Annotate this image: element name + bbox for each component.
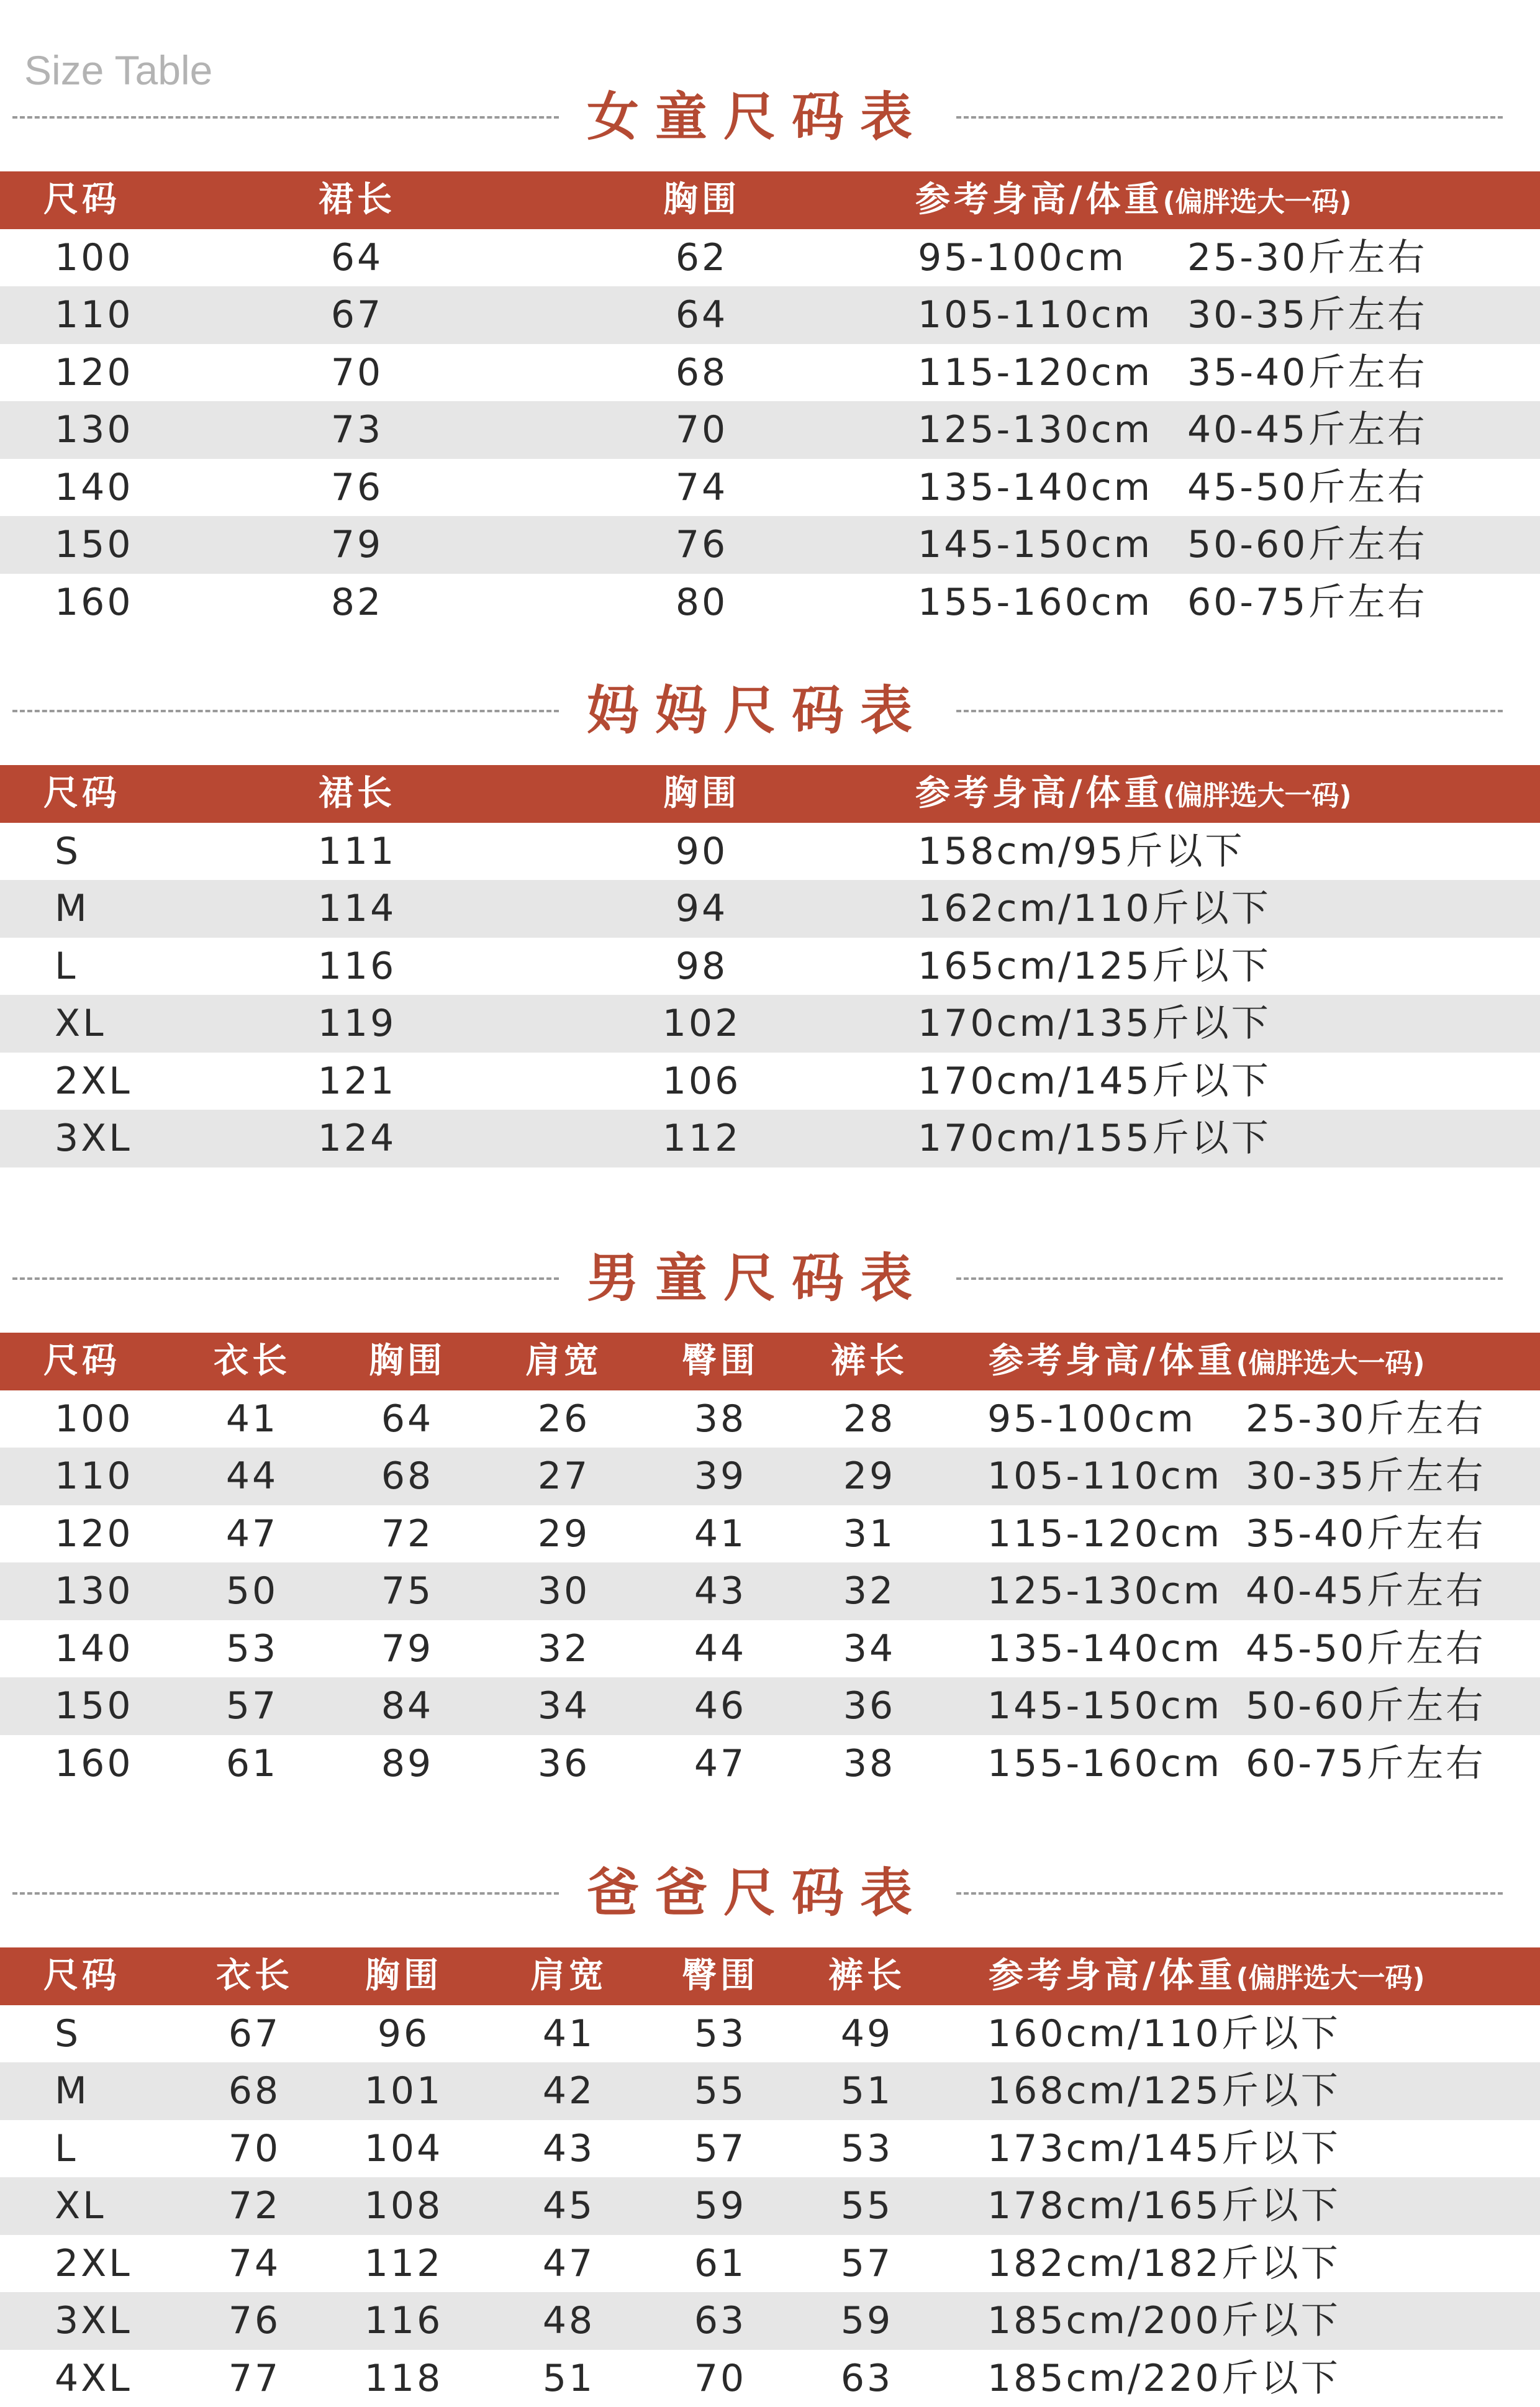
cell-ref: 170cm/155斤以下 <box>918 1110 1477 1167</box>
cell-weight: 40-45斤左右 <box>1246 1562 1531 1620</box>
cell-shoulder: 42 <box>513 2062 625 2120</box>
cell-weight: 45-50斤左右 <box>1246 1620 1531 1678</box>
cell-weight: 25-30斤左右 <box>1187 229 1510 287</box>
divider-line <box>956 116 1503 119</box>
cell-skirt: 67 <box>295 286 419 344</box>
cell-shoulder: 36 <box>508 1735 620 1793</box>
cell-length: 68 <box>199 2062 310 2120</box>
table-row <box>0 574 1540 632</box>
cell-size: 150 <box>55 516 241 574</box>
cell-length: 77 <box>199 2350 310 2407</box>
cell-chest: 76 <box>640 516 764 574</box>
cell-ref: 165cm/125斤以下 <box>918 938 1477 995</box>
table-row <box>0 2062 1540 2120</box>
table-row <box>0 1620 1540 1678</box>
cell-pants: 57 <box>811 2235 923 2293</box>
table-header-row <box>0 171 1540 229</box>
cell-length: 67 <box>199 2005 310 2063</box>
cell-shoulder: 51 <box>513 2350 625 2407</box>
cell-chest: 79 <box>351 1620 463 1678</box>
cell-chest: 96 <box>348 2005 460 2063</box>
cell-size: M <box>55 2062 204 2120</box>
header-hip: 臀围 <box>664 1333 776 1390</box>
header-chest: 胸围 <box>640 171 764 229</box>
cell-size: 100 <box>55 1390 204 1448</box>
cell-pants: 59 <box>811 2292 923 2350</box>
boys-size-table <box>0 1333 1540 1792</box>
girls-size-table <box>0 171 1540 631</box>
table-row <box>0 286 1540 344</box>
header-reference-note: (偏胖选大一码) <box>1236 1348 1424 1379</box>
cell-height: 95-100cm <box>918 229 1166 287</box>
cell-height: 95-100cm <box>987 1390 1236 1448</box>
header-skirt: 裙长 <box>295 765 419 823</box>
girls-section-title: 女童尺码表 <box>559 73 956 160</box>
cell-length: 76 <box>199 2292 310 2350</box>
mom-size-table <box>0 765 1540 1167</box>
table-row <box>0 995 1540 1053</box>
cell-chest: 74 <box>640 459 764 517</box>
cell-skirt: 70 <box>295 344 419 402</box>
header-size: 尺码 <box>43 765 230 823</box>
cell-pants: 51 <box>811 2062 923 2120</box>
cell-height: 135-140cm <box>918 459 1166 517</box>
cell-chest: 68 <box>351 1448 463 1505</box>
cell-size: L <box>55 2120 204 2178</box>
divider-line <box>956 710 1503 712</box>
cell-height: 155-160cm <box>987 1735 1236 1793</box>
table-row <box>0 1735 1540 1793</box>
header-reference-note: (偏胖选大一码) <box>1236 1962 1424 1994</box>
cell-chest: 116 <box>348 2292 460 2350</box>
header-reference-label: 参考身高/体重 <box>915 179 1162 220</box>
table-row <box>0 1053 1540 1110</box>
cell-size: 140 <box>55 459 241 517</box>
cell-shoulder: 32 <box>508 1620 620 1678</box>
cell-weight: 25-30斤左右 <box>1246 1390 1531 1448</box>
cell-pants: 31 <box>813 1505 925 1563</box>
cell-size: 140 <box>55 1620 204 1678</box>
cell-hip: 61 <box>664 2235 776 2293</box>
table-row <box>0 1562 1540 1620</box>
cell-size: M <box>55 880 241 938</box>
dad-section-title: 爸爸尺码表 <box>559 1849 956 1936</box>
cell-skirt: 119 <box>295 995 419 1053</box>
cell-ref: 170cm/145斤以下 <box>918 1053 1477 1110</box>
table-row <box>0 938 1540 995</box>
cell-size: 100 <box>55 229 241 287</box>
cell-weight: 60-75斤左右 <box>1187 574 1510 632</box>
cell-shoulder: 47 <box>513 2235 625 2293</box>
header-size: 尺码 <box>43 171 230 229</box>
cell-weight: 40-45斤左右 <box>1187 401 1510 459</box>
header-reference-label: 参考身高/体重 <box>989 1341 1236 1381</box>
table-header-row <box>0 1333 1540 1390</box>
cell-shoulder: 45 <box>513 2177 625 2235</box>
dad-size-table <box>0 1947 1540 2407</box>
mom-section-title: 妈妈尺码表 <box>559 667 956 754</box>
cell-shoulder: 48 <box>513 2292 625 2350</box>
cell-hip: 53 <box>664 2005 776 2063</box>
table-row <box>0 229 1540 287</box>
cell-shoulder: 29 <box>508 1505 620 1563</box>
cell-size: 3XL <box>55 2292 204 2350</box>
table-row <box>0 2292 1540 2350</box>
cell-ref: 173cm/145斤以下 <box>987 2120 1521 2178</box>
cell-length: 74 <box>199 2235 310 2293</box>
divider-line <box>956 1277 1503 1280</box>
cell-size: 160 <box>55 574 241 632</box>
header-pants: 裤长 <box>811 1947 923 2005</box>
cell-chest: 112 <box>640 1110 764 1167</box>
table-row <box>0 2177 1540 2235</box>
header-chest: 胸围 <box>640 765 764 823</box>
dad-section-header <box>0 1849 1540 1936</box>
cell-chest: 68 <box>640 344 764 402</box>
divider-line <box>12 1892 559 1895</box>
header-reference-label: 参考身高/体重 <box>915 773 1162 814</box>
cell-weight: 50-60斤左右 <box>1246 1677 1531 1735</box>
cell-length: 61 <box>196 1735 308 1793</box>
cell-chest: 64 <box>640 286 764 344</box>
header-reference-note: (偏胖选大一码) <box>1162 780 1351 812</box>
table-row <box>0 823 1540 881</box>
cell-chest: 70 <box>640 401 764 459</box>
table-row <box>0 401 1540 459</box>
cell-ref: 168cm/125斤以下 <box>987 2062 1521 2120</box>
cell-height: 115-120cm <box>987 1505 1236 1563</box>
cell-chest: 112 <box>348 2235 460 2293</box>
cell-shoulder: 43 <box>513 2120 625 2178</box>
cell-size: 150 <box>55 1677 204 1735</box>
cell-length: 70 <box>199 2120 310 2178</box>
table-row <box>0 2235 1540 2293</box>
header-length: 衣长 <box>199 1947 310 2005</box>
cell-hip: 47 <box>664 1735 776 1793</box>
cell-hip: 39 <box>664 1448 776 1505</box>
table-row <box>0 880 1540 938</box>
header-reference <box>989 1333 1535 1390</box>
header-chest: 胸围 <box>351 1333 463 1390</box>
cell-weight: 50-60斤左右 <box>1187 516 1510 574</box>
cell-length: 72 <box>199 2177 310 2235</box>
cell-shoulder: 26 <box>508 1390 620 1448</box>
table-row <box>0 2005 1540 2063</box>
cell-length: 41 <box>196 1390 308 1448</box>
cell-weight: 35-40斤左右 <box>1246 1505 1531 1563</box>
table-row <box>0 2350 1540 2407</box>
table-row <box>0 344 1540 402</box>
cell-chest: 106 <box>640 1053 764 1110</box>
cell-pants: 63 <box>811 2350 923 2407</box>
header-hip: 臀围 <box>664 1947 776 2005</box>
cell-pants: 29 <box>813 1448 925 1505</box>
cell-hip: 38 <box>664 1390 776 1448</box>
cell-skirt: 82 <box>295 574 419 632</box>
girls-section-header <box>0 73 1540 160</box>
cell-ref: 158cm/95斤以下 <box>918 823 1477 881</box>
header-length: 衣长 <box>196 1333 308 1390</box>
cell-weight: 60-75斤左右 <box>1246 1735 1531 1793</box>
header-chest: 胸围 <box>348 1947 460 2005</box>
boys-section-header <box>0 1235 1540 1321</box>
cell-chest: 101 <box>348 2062 460 2120</box>
cell-size: L <box>55 938 241 995</box>
cell-hip: 46 <box>664 1677 776 1735</box>
table-row <box>0 1110 1540 1167</box>
header-shoulder: 肩宽 <box>508 1333 620 1390</box>
cell-skirt: 124 <box>295 1110 419 1167</box>
cell-size: 2XL <box>55 2235 204 2293</box>
cell-chest: 104 <box>348 2120 460 2178</box>
cell-skirt: 116 <box>295 938 419 995</box>
cell-shoulder: 34 <box>508 1677 620 1735</box>
cell-size: 130 <box>55 401 241 459</box>
cell-skirt: 76 <box>295 459 419 517</box>
cell-skirt: 64 <box>295 229 419 287</box>
table-row <box>0 1448 1540 1505</box>
cell-size: 130 <box>55 1562 204 1620</box>
cell-chest: 89 <box>351 1735 463 1793</box>
cell-size: 4XL <box>55 2350 204 2407</box>
cell-hip: 44 <box>664 1620 776 1678</box>
cell-length: 47 <box>196 1505 308 1563</box>
cell-size: 160 <box>55 1735 204 1793</box>
cell-size: XL <box>55 2177 204 2235</box>
cell-hip: 63 <box>664 2292 776 2350</box>
cell-chest: 102 <box>640 995 764 1053</box>
cell-shoulder: 27 <box>508 1448 620 1505</box>
cell-ref: 185cm/200斤以下 <box>987 2292 1521 2350</box>
cell-chest: 62 <box>640 229 764 287</box>
divider-line <box>12 710 559 712</box>
cell-chest: 64 <box>351 1390 463 1448</box>
divider-line <box>12 1277 559 1280</box>
cell-weight: 30-35斤左右 <box>1246 1448 1531 1505</box>
cell-skirt: 79 <box>295 516 419 574</box>
table-row <box>0 516 1540 574</box>
cell-ref: 162cm/110斤以下 <box>918 880 1477 938</box>
header-shoulder: 肩宽 <box>513 1947 625 2005</box>
table-row <box>0 2120 1540 2178</box>
cell-size: S <box>55 823 241 881</box>
divider-line <box>956 1892 1503 1895</box>
cell-size: S <box>55 2005 204 2063</box>
cell-skirt: 121 <box>295 1053 419 1110</box>
cell-chest: 118 <box>348 2350 460 2407</box>
cell-pants: 28 <box>813 1390 925 1448</box>
cell-shoulder: 30 <box>508 1562 620 1620</box>
cell-pants: 32 <box>813 1562 925 1620</box>
cell-height: 145-150cm <box>987 1677 1236 1735</box>
table-header-row <box>0 1947 1540 2005</box>
cell-height: 125-130cm <box>987 1562 1236 1620</box>
boys-section-title: 男童尺码表 <box>559 1235 956 1321</box>
cell-pants: 55 <box>811 2177 923 2235</box>
cell-pants: 53 <box>811 2120 923 2178</box>
page-title: Size Table <box>24 47 212 94</box>
cell-pants: 49 <box>811 2005 923 2063</box>
cell-chest: 108 <box>348 2177 460 2235</box>
cell-length: 50 <box>196 1562 308 1620</box>
cell-weight: 30-35斤左右 <box>1187 286 1510 344</box>
cell-weight: 45-50斤左右 <box>1187 459 1510 517</box>
cell-size: 120 <box>55 344 241 402</box>
header-reference-note: (偏胖选大一码) <box>1162 186 1351 218</box>
cell-height: 105-110cm <box>918 286 1166 344</box>
header-reference <box>915 171 1536 229</box>
cell-length: 57 <box>196 1677 308 1735</box>
table-header-row <box>0 765 1540 823</box>
cell-chest: 80 <box>640 574 764 632</box>
cell-skirt: 114 <box>295 880 419 938</box>
cell-hip: 43 <box>664 1562 776 1620</box>
header-pants: 裤长 <box>813 1333 925 1390</box>
cell-size: 120 <box>55 1505 204 1563</box>
cell-skirt: 111 <box>295 823 419 881</box>
header-reference <box>989 1947 1535 2005</box>
table-row <box>0 459 1540 517</box>
cell-pants: 34 <box>813 1620 925 1678</box>
cell-pants: 38 <box>813 1735 925 1793</box>
cell-length: 44 <box>196 1448 308 1505</box>
cell-chest: 94 <box>640 880 764 938</box>
cell-hip: 59 <box>664 2177 776 2235</box>
cell-height: 135-140cm <box>987 1620 1236 1678</box>
cell-ref: 160cm/110斤以下 <box>987 2005 1521 2063</box>
cell-chest: 75 <box>351 1562 463 1620</box>
cell-hip: 57 <box>664 2120 776 2178</box>
header-reference-label: 参考身高/体重 <box>989 1956 1236 1996</box>
cell-height: 115-120cm <box>918 344 1166 402</box>
header-size: 尺码 <box>43 1947 192 2005</box>
divider-line <box>12 116 559 119</box>
cell-hip: 55 <box>664 2062 776 2120</box>
cell-ref: 185cm/220斤以下 <box>987 2350 1521 2407</box>
cell-skirt: 73 <box>295 401 419 459</box>
cell-height: 105-110cm <box>987 1448 1236 1505</box>
cell-height: 125-130cm <box>918 401 1166 459</box>
cell-chest: 72 <box>351 1505 463 1563</box>
mom-section-header <box>0 667 1540 754</box>
cell-size: 2XL <box>55 1053 241 1110</box>
table-row <box>0 1505 1540 1563</box>
cell-pants: 36 <box>813 1677 925 1735</box>
cell-shoulder: 41 <box>513 2005 625 2063</box>
cell-size: 110 <box>55 1448 204 1505</box>
cell-ref: 170cm/135斤以下 <box>918 995 1477 1053</box>
cell-length: 53 <box>196 1620 308 1678</box>
cell-size: 110 <box>55 286 241 344</box>
cell-chest: 98 <box>640 938 764 995</box>
cell-size: XL <box>55 995 241 1053</box>
cell-height: 145-150cm <box>918 516 1166 574</box>
cell-hip: 70 <box>664 2350 776 2407</box>
table-row <box>0 1677 1540 1735</box>
table-row <box>0 1390 1540 1448</box>
header-size: 尺码 <box>43 1333 192 1390</box>
cell-ref: 178cm/165斤以下 <box>987 2177 1521 2235</box>
cell-weight: 35-40斤左右 <box>1187 344 1510 402</box>
header-skirt: 裙长 <box>295 171 419 229</box>
cell-chest: 84 <box>351 1677 463 1735</box>
cell-ref: 182cm/182斤以下 <box>987 2235 1521 2293</box>
cell-hip: 41 <box>664 1505 776 1563</box>
header-reference <box>915 765 1536 823</box>
cell-chest: 90 <box>640 823 764 881</box>
cell-height: 155-160cm <box>918 574 1166 632</box>
cell-size: 3XL <box>55 1110 241 1167</box>
